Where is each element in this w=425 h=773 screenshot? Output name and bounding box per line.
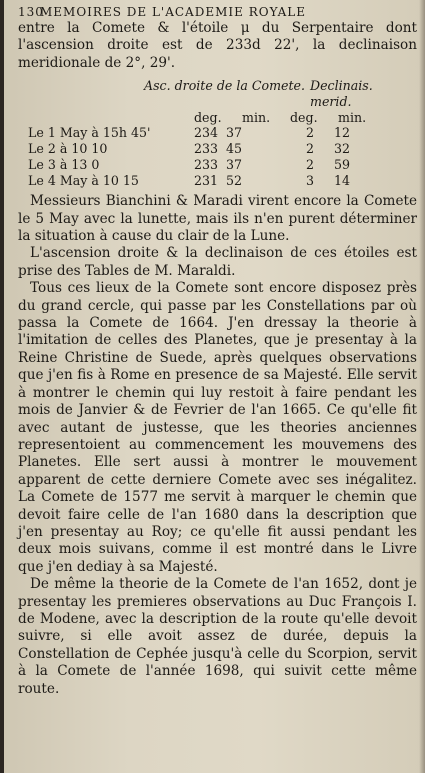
intro-text: entre la Comete & l'étoile μ du Serpentaire dont l'ascension droite est de 233d 22', la declinaison meridionale de 2°, 29'. [18,20,417,71]
unit-ra-min: min. [242,110,271,126]
declination-heading: Declinais. merid. [310,78,373,110]
dec-minutes: 12 [334,125,351,141]
observation-date: Le 1 May à 15h 45' [28,125,151,141]
ra-degrees: 231 [194,173,219,189]
page-number: 130 [18,5,44,19]
ra-minutes: 37 [226,157,243,173]
ra-degrees: 234 [194,125,219,141]
paragraph: Tous ces lieux de la Comete sont encore disposez près du grand cercle, qui passe par les Constellations par où passa la Comete de 1664. J'en dressay la theorie à l'imitation de celles des Planetes, que je presentay à la Reine Christine de Suede, après quelques observations que j'en fis à Rome en presence de sa Majesté. Elle servit à montrer le chemin qui luy restoit à faire pendant les mois de Janvier & de Fevrier de l'an 1665. Ce qu'elle fit avec autant de justesse, que les theories anciennes representoient au commencement les mouvemens des Planetes. Elle sert aussi à montrer le mouvement apparent de cette derniere Comete avec ses inégalitez. La Comete de 1577 me servit à marquer le chemin que devoit faire celle de l'an 1680 dans la description que j'en presentay au Roy; ce qu'elle fit aussi pendant les deux mois suivans, comme il est montré dans le Livre que j'en dediay à sa Majesté. [18,280,417,575]
page-edge-shadow [419,0,425,773]
ra-degrees: 233 [194,157,219,173]
right-ascension-heading: Asc. droite de la Comete. [144,78,306,94]
ra-degrees: 233 [194,141,219,157]
observation-table-header [18,78,417,110]
paragraph: L'ascension droite & la declinaison de ces étoiles est prise des Tables de M. Maraldi. [18,245,417,279]
dec-minutes: 59 [334,157,351,173]
ra-minutes: 52 [226,173,243,189]
table-row [18,157,417,173]
observation-date: Le 4 May à 10 15 [28,173,139,189]
table-row [18,125,417,141]
paragraph: De même la theorie de la Comete de l'an 1652, dont je presentay les premieres observations au Duc François I. de Modene, avec la description de la route qu'elle devoit suivre, si elle avoit assez de durée, depuis la Constellation de Cephée jusqu'à celle du Scorpion, servit à la Comete de l'année 1698, qui suivit cette même route. [18,576,417,697]
ra-minutes: 37 [226,125,243,141]
unit-dec-deg: deg. [290,110,318,126]
observation-date: Le 3 à 13 0 [28,157,100,173]
dec-minutes: 14 [334,173,351,189]
running-title: MEMOIRES DE L'ACADEMIE ROYALE [40,5,306,19]
table-row [18,173,417,189]
observation-table [18,78,417,189]
unit-ra-deg: deg. [194,110,222,126]
paragraph: Messieurs Bianchini & Maradi virent encore la Comete le 5 May avec la lunette, mais ils n'en purent déterminer la situation à cause du clair de la Lune. [18,193,417,245]
ra-minutes: 45 [226,141,243,157]
dec-degrees: 3 [306,173,315,189]
dec-minutes: 32 [334,141,351,157]
book-page [4,0,425,773]
table-row [18,141,417,157]
dec-degrees: 2 [306,125,315,141]
unit-row [18,110,417,125]
unit-dec-min: min. [338,110,367,126]
dec-degrees: 2 [306,157,315,173]
running-header [18,4,417,20]
dec-degrees: 2 [306,141,315,157]
observation-date: Le 2 à 10 10 [28,141,108,157]
